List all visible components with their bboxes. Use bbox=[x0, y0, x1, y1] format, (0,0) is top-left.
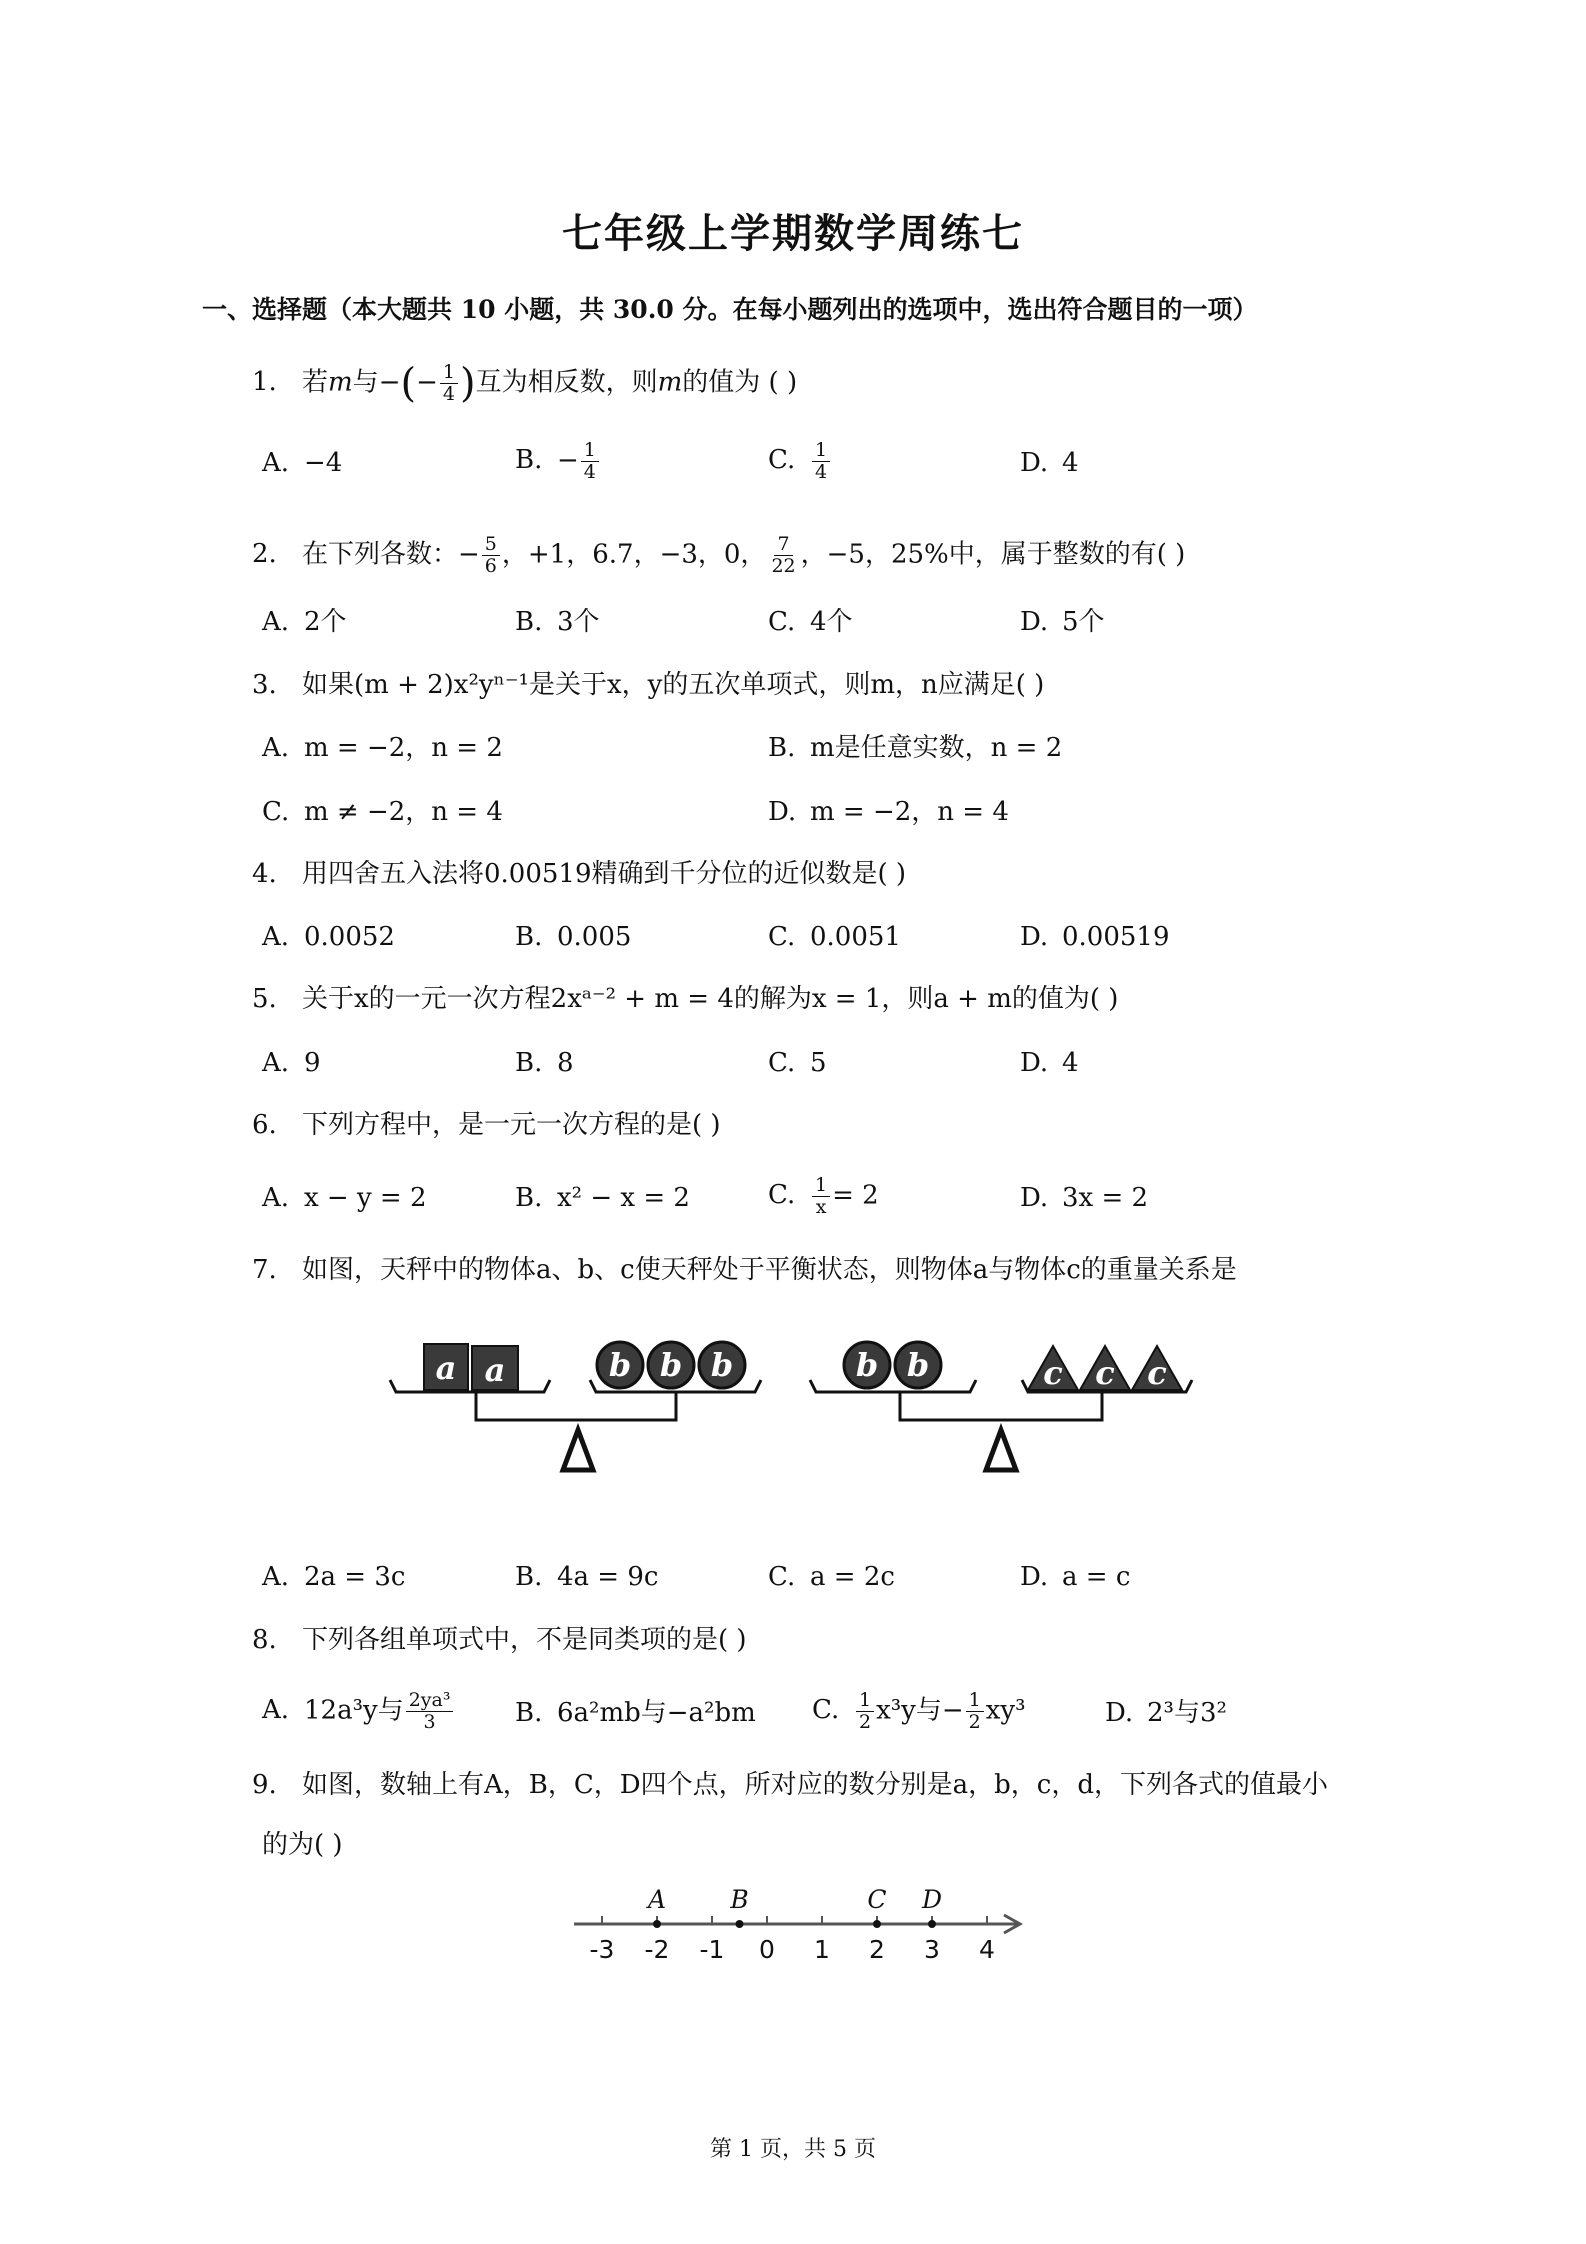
tick-label: -2 bbox=[644, 1935, 670, 1964]
weight-b bbox=[895, 1342, 941, 1388]
weight-c bbox=[1132, 1346, 1182, 1392]
tick-label: 4 bbox=[979, 1935, 995, 1964]
point-label: A bbox=[647, 1886, 667, 1914]
option-6a: A. x − y = 2 bbox=[262, 1183, 427, 1213]
question-9-continued: 的为( ) bbox=[262, 1830, 343, 1860]
svg-text:c: c bbox=[1043, 1354, 1063, 1392]
svg-text:c: c bbox=[1147, 1354, 1167, 1392]
option-1a: A. −4 bbox=[262, 448, 343, 478]
fulcrum-left bbox=[563, 1430, 593, 1470]
section-header: 一、选择题（本大题共 10 小题，共 30.0 分。在每小题列出的选项中，选出符合题目的一项） bbox=[202, 295, 1258, 324]
page-title: 七年级上学期数学周练七 bbox=[562, 210, 1024, 257]
svg-text:b: b bbox=[710, 1346, 734, 1384]
option-4b: B. 0.005 bbox=[515, 922, 632, 952]
point-label: D bbox=[921, 1886, 943, 1914]
balance-scale-left bbox=[390, 1342, 761, 1470]
option-5d: D. 4 bbox=[1020, 1048, 1079, 1078]
question-8: 8. 下列各组单项式中，不是同类项的是( ) bbox=[252, 1625, 747, 1655]
page-footer: 第 1 页，共 5 页 bbox=[710, 2137, 876, 2162]
option-5b: B. 8 bbox=[515, 1048, 574, 1078]
option-8b: B. 6a²mb与−a²bm bbox=[515, 1698, 756, 1728]
option-6d: D. 3x = 2 bbox=[1020, 1183, 1149, 1213]
weight-b bbox=[699, 1342, 745, 1388]
option-4d: D. 0.00519 bbox=[1020, 922, 1170, 952]
weight-a bbox=[424, 1344, 468, 1390]
question-6: 6. 下列方程中，是一元一次方程的是( ) bbox=[252, 1110, 721, 1140]
tick-label: 0 bbox=[759, 1935, 775, 1964]
weight-b bbox=[648, 1342, 694, 1388]
option-3b: B. m是任意实数，n = 2 bbox=[768, 733, 1063, 763]
number-line-figure bbox=[570, 1886, 1030, 1966]
balance-scale-right bbox=[810, 1342, 1192, 1470]
option-7c: C. a = 2c bbox=[768, 1562, 895, 1592]
option-7a: A. 2a = 3c bbox=[262, 1562, 406, 1592]
option-2d: D. 5个 bbox=[1020, 607, 1105, 637]
tick-label: 1 bbox=[814, 1935, 830, 1964]
option-8a: A. 12a³y与 $\frac{\text{2ya³}}{3}$ bbox=[262, 1690, 455, 1733]
question-5: 5. 关于x的一元一次方程2xᵃ⁻² + m = 4的解为x = 1，则a + m的值为( ) bbox=[252, 984, 1119, 1014]
fraction: $\frac{1}{4}$ bbox=[440, 362, 458, 405]
point-label: B bbox=[730, 1886, 749, 1914]
option-1b: B. − $\frac{1}{4}$ bbox=[515, 440, 601, 483]
option-3d: D. m = −2，n = 4 bbox=[768, 797, 1009, 827]
question-1: 1. 若m与−(− $\frac{1}{4}$ )互为相反数，则m的值为 ( ) bbox=[252, 360, 798, 407]
point-a bbox=[653, 1920, 661, 1928]
option-5c: C. 5 bbox=[768, 1048, 827, 1078]
tick-label: -1 bbox=[699, 1935, 725, 1964]
option-7d: D. a = c bbox=[1020, 1562, 1131, 1592]
option-4c: C. 0.0051 bbox=[768, 922, 901, 952]
weight-a bbox=[472, 1346, 518, 1390]
svg-text:a: a bbox=[484, 1351, 506, 1389]
balance-scale-figure bbox=[380, 1320, 1210, 1480]
weight-c bbox=[1080, 1346, 1130, 1392]
option-4a: A. 0.0052 bbox=[262, 922, 395, 952]
option-8c: C. $\frac{1}{2}$ x³y与− $\frac{1}{2}$ xy³ bbox=[812, 1689, 1026, 1733]
tick-label: 3 bbox=[924, 1935, 940, 1964]
option-6b: B. x² − x = 2 bbox=[515, 1183, 690, 1213]
point-label: C bbox=[867, 1886, 887, 1914]
option-3c: C. m ≠ −2，n = 4 bbox=[262, 797, 503, 827]
svg-text:b: b bbox=[906, 1346, 930, 1384]
question-7: 7. 如图，天秤中的物体a、b、c使天秤处于平衡状态，则物体a与物体c的重量关系是 bbox=[252, 1255, 1237, 1285]
option-2c: C. 4个 bbox=[768, 607, 853, 637]
tick-label: 2 bbox=[869, 1935, 885, 1964]
question-3: 3. 如果(m + 2)x²yⁿ⁻¹是关于x，y的五次单项式，则m，n应满足( ) bbox=[252, 670, 1045, 700]
fulcrum-right bbox=[986, 1430, 1016, 1470]
point-c bbox=[873, 1920, 881, 1928]
option-5a: A. 9 bbox=[262, 1048, 321, 1078]
option-2b: B. 3个 bbox=[515, 607, 600, 637]
option-2a: A. 2个 bbox=[262, 607, 347, 637]
option-3a: A. m = −2，n = 2 bbox=[262, 733, 503, 763]
option-6c: C. $\frac{1}{x}$ = 2 bbox=[768, 1174, 879, 1218]
svg-text:b: b bbox=[608, 1346, 632, 1384]
option-1c: C. $\frac{1}{4}$ bbox=[768, 440, 832, 483]
svg-text:b: b bbox=[855, 1346, 879, 1384]
point-b bbox=[736, 1920, 744, 1928]
question-4: 4. 用四舍五入法将0.00519精确到千分位的近似数是( ) bbox=[252, 859, 907, 889]
svg-text:a: a bbox=[435, 1349, 457, 1387]
point-d bbox=[928, 1920, 936, 1928]
question-2: 2. 在下列各数：− $\frac{5}{6}$ ，+1，6.7，−3，0， $\frac{7}{22}$ ，−5，25%中，属于整数的有( ) bbox=[252, 533, 1186, 577]
option-1d: D. 4 bbox=[1020, 448, 1079, 478]
question-9: 9. 如图，数轴上有A，B，C，D四个点，所对应的数分别是a，b，c，d，下列各式的值最小 bbox=[252, 1770, 1328, 1800]
svg-text:c: c bbox=[1095, 1354, 1115, 1392]
option-8d: D. 2³与3² bbox=[1105, 1698, 1227, 1728]
weight-b bbox=[844, 1342, 890, 1388]
svg-text:b: b bbox=[659, 1346, 683, 1384]
weight-b bbox=[597, 1342, 643, 1388]
tick-label: -3 bbox=[589, 1935, 615, 1964]
option-7b: B. 4a = 9c bbox=[515, 1562, 659, 1592]
weight-c bbox=[1028, 1346, 1078, 1392]
